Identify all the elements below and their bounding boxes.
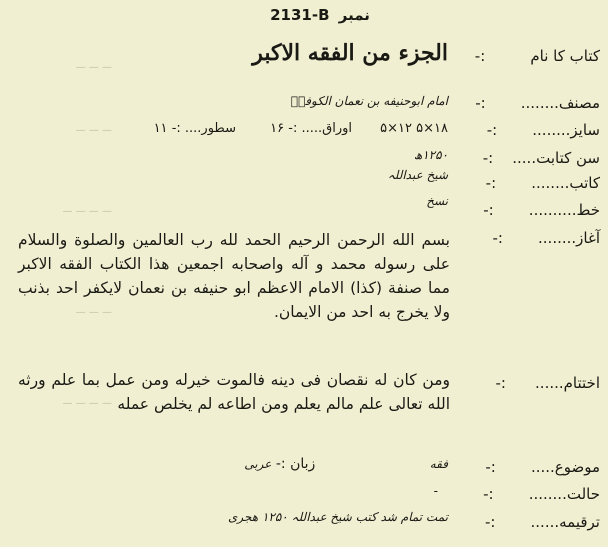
field-size [487, 120, 600, 139]
bleed-through-left: — — — — — — — — — — — — — — — — — [62, 62, 112, 409]
author-sep: :- [475, 94, 486, 112]
field-subject [485, 457, 600, 476]
pages-label: اوراق..... [301, 121, 352, 136]
field-author [475, 93, 600, 112]
colophon-label: ترقیمه...... [530, 513, 600, 531]
colophon-value: تمت تمام شد کتب شیخ عبداللہ ۱۲۵۰ هجری [228, 510, 448, 524]
lines-value: ۱۱ [153, 121, 168, 136]
field-ending [495, 373, 600, 392]
script-sep: :- [483, 201, 494, 219]
year-sep: :- [482, 149, 494, 167]
field-book-name [475, 46, 600, 65]
ending-text: ومن كان له نقصان فى دينه فالموت خيرله ومن عمل بما علم ورثه الله تعالى علم مالم يعلم ومن اطاعه لم يخلص عمله [18, 371, 450, 413]
field-script [483, 200, 600, 219]
script-label: خط.......... [528, 201, 600, 219]
colophon-sep: :- [484, 513, 496, 531]
subject-language-row [244, 456, 448, 472]
size-sep: :- [486, 121, 498, 139]
field-beginning [492, 228, 600, 247]
year-value: ۱۲۵۰ھ [413, 148, 448, 162]
language-value: عربی [244, 457, 272, 471]
scribe-sep: :- [485, 174, 497, 192]
author-label: مصنف........ [520, 94, 600, 112]
subject-sep: :- [485, 458, 496, 476]
field-colophon [485, 512, 600, 531]
catalog-number-label: نمبر [338, 6, 370, 24]
catalog-number-value: 2131-B [270, 6, 330, 24]
book-title: الجزء من الفقه الاکبر [252, 40, 448, 66]
language-sep: :- [275, 456, 286, 472]
size-label: سایز........ [532, 121, 600, 139]
field-scribe [486, 173, 600, 192]
beginning-sep: :- [492, 229, 503, 247]
language-label: زبان [290, 456, 316, 472]
book-name-label: کتاب کا نام [530, 47, 600, 65]
catalog-number [230, 6, 410, 24]
condition-sep: :- [483, 485, 494, 503]
ending-label: اختتام...... [535, 374, 600, 392]
script-value: نسخ [426, 194, 448, 208]
scribe-value: شیخ عبداللہ [387, 168, 448, 182]
author-value: امام ابوحنیفه بن نعمان الکوفیؒ [290, 94, 448, 108]
subject-label: موضوع..... [530, 458, 600, 476]
beginning-text: بسم الله الرحمن الرحيم الحمد لله رب العالمين والصلوة والسلام على رسوله محمد و آله واصحابه اجمعين هذا الكتاب الفقه الاكبر مما صنفة (كذا) الامام الاعظم ابو حنيفه بن نعمان لايكفر احد بذنب ولا يخرج به احد من الايمان. [18, 231, 450, 321]
condition-value: - [433, 484, 438, 499]
year-label: سن کتابت..... [512, 149, 600, 167]
field-year [483, 148, 600, 167]
ending-sep: :- [495, 374, 506, 392]
field-condition [483, 484, 600, 503]
size-details [154, 121, 448, 136]
lines-sep: :- [171, 121, 181, 136]
scribe-label: کاتب........ [531, 174, 600, 192]
book-name-sep: :- [474, 47, 486, 65]
beginning-label: آغاز........ [538, 229, 600, 247]
subject-value: فقه [429, 457, 448, 471]
pages-sep: :- [288, 121, 298, 136]
condition-label: حالت........ [528, 485, 600, 503]
size-value: ۱۸×۵ ۱۲×۵ [380, 121, 448, 136]
pages-value: ۱۶ [270, 121, 285, 136]
lines-label: سطور.... [184, 121, 236, 136]
